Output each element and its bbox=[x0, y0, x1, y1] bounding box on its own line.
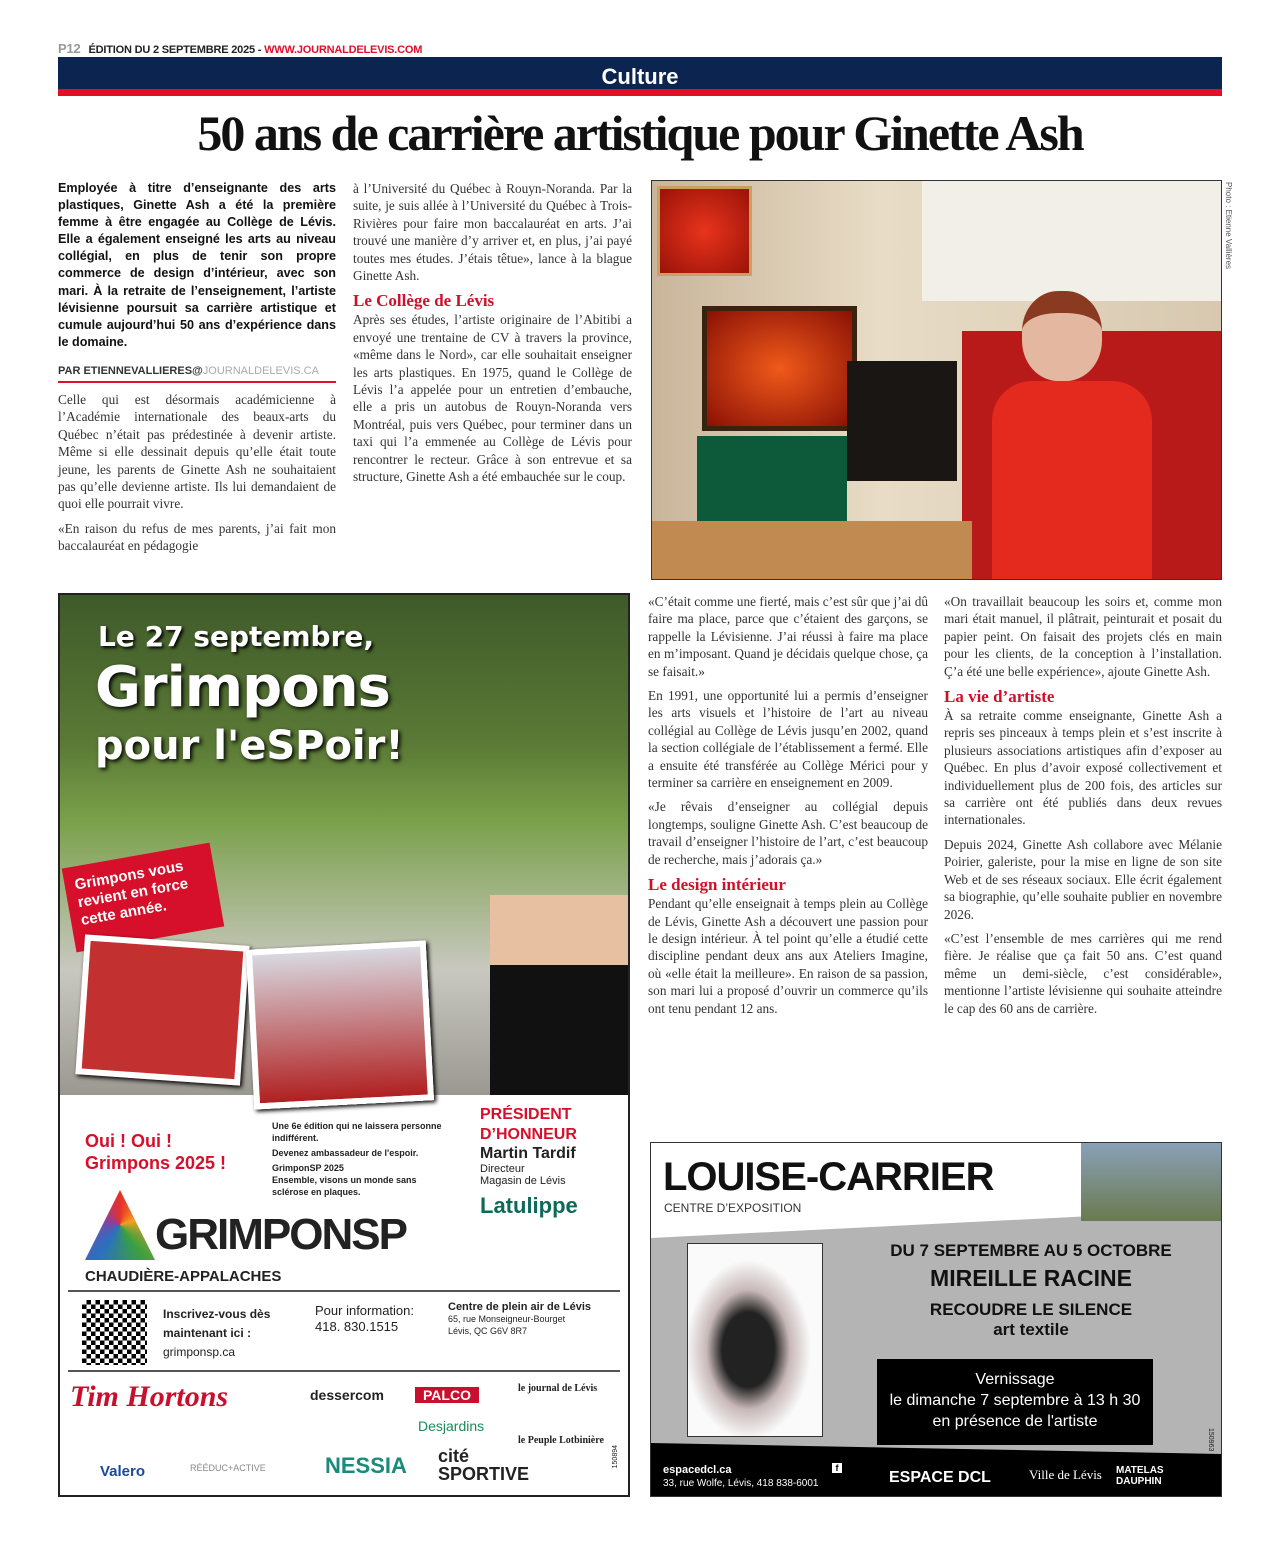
info-line: Une 6e édition qui ne laissera personne indifférent. bbox=[272, 1121, 442, 1143]
woman-dress bbox=[992, 381, 1152, 580]
info-line: GrimponSP 2025 bbox=[272, 1163, 344, 1173]
paragraph: «C’était comme une fierté, mais c’est sûr que j’ai dû faire ma place, parce que c’étaient des garçons, se rappelle la Lévisienne. J’ai réussi à faire ma place en m’imposant. Quand je décidais quelque chose, ça se faisait.» bbox=[648, 594, 928, 679]
ad-dates: DU 7 SEPTEMBRE AU 5 OCTOBRE bbox=[890, 1241, 1172, 1260]
paragraph: Pendant qu’elle enseignait à temps plein au Collège de Lévis, Ginette Ash a découvert une passion pour le design intérieur. À tel point qu’elle a étudié cette discipline pendant deux ans aux Ateliers Imagine, où «elle était la meilleure». En raison de sa passion, son mari lui a proposé d’ouvrir un commerce qu’ils ont tenu pendant 12 ans. bbox=[648, 896, 928, 1016]
page-header bbox=[58, 41, 422, 56]
ad-details bbox=[851, 1241, 1211, 1340]
vernissage-line: le dimanche 7 septembre à 13 h 30 bbox=[889, 1392, 1141, 1409]
ad-badge: Grimpons vous revient en force cette année. bbox=[62, 843, 224, 953]
president-role: Directeur bbox=[480, 1163, 525, 1175]
article-photo bbox=[651, 180, 1222, 580]
ad-artist: MIREILLE RACINE bbox=[930, 1265, 1132, 1291]
byline-domain: JOURNALDELEVIS.CA bbox=[202, 364, 319, 377]
sponsor-logo: cité SPORTIVE bbox=[438, 1446, 530, 1484]
president-block bbox=[480, 1105, 600, 1219]
paragraph: à l’Université du Québec à Rouyn-Noranda. Par la suite, je suis allée à l’Université du Québec à Trois-Rivières pour faire mon baccalauréat en arts. J’ai trouvé une manière d’y arriver et, en plus, j’ai payé toutes mes études. J’étais têtue», lance à la blague Ginette Ash. bbox=[353, 181, 632, 284]
grimponsp-logo: GRIMPONSP bbox=[155, 1210, 406, 1259]
sponsor-logo: le Peuple Lotbinière bbox=[518, 1435, 604, 1446]
ad-expo: RECOUDRE LE SILENCE bbox=[929, 1300, 1133, 1319]
ad-medium: art textile bbox=[993, 1320, 1069, 1339]
latulippe-logo: Latulippe bbox=[480, 1193, 578, 1218]
page-number: P12 bbox=[58, 41, 81, 56]
artwork-photo bbox=[687, 1243, 823, 1437]
window bbox=[922, 181, 1222, 301]
lead-paragraph: Employée à titre d’enseignante des arts plastiques, Ginette Ash a été la première femme à être engagée au Collège de Lévis. Elle a également enseigné les arts au niveau collégial, en plus de tenir son propre commerce de design d’intérieur, avec son mari. À la retraite de l’enseignement, l’artiste lévisienne poursuit sa carrière artistique et cumule aujourd’hui 50 ans d’expérience dans le domaine. bbox=[58, 181, 336, 349]
ad-title: Grimpons bbox=[95, 655, 390, 720]
ad-address: 33, rue Wolfe, Lévis, 418 838-6001 bbox=[663, 1478, 819, 1489]
ad-photo-small bbox=[246, 940, 434, 1109]
paragraph: «En raison du refus de mes parents, j’ai fait mon baccalauréat en pédagogie bbox=[58, 520, 336, 554]
register-link[interactable]: grimponsp.ca bbox=[163, 1345, 236, 1359]
paragraph: Depuis 2024, Ginette Ash collabore avec Mélanie Poirier, galeriste, pour la mise en ligne de son site Web et de ses réseaux sociaux. Elle écrit également sa biographie, qu’elle souhaite publier en novembre 2026. bbox=[944, 836, 1222, 922]
contact-block bbox=[315, 1303, 414, 1335]
sponsor-logo: dessercom bbox=[310, 1387, 384, 1403]
painting bbox=[657, 186, 752, 276]
ad-code: 150894 bbox=[612, 1445, 619, 1469]
byline bbox=[58, 365, 336, 383]
ad-contact bbox=[663, 1463, 818, 1491]
byline-author: PAR ETIENNEVALLIERES@ bbox=[58, 364, 203, 377]
contact-label: Pour information: bbox=[315, 1303, 414, 1318]
paragraph: À sa retraite comme enseignante, Ginette Ash a repris ses pinceaux à temps plein et s’est inscrite à plusieurs associations artistiques afin d’exposer au Québec. En plus d’avoir exposé collectivement et individuellement plus de 200 fois, des articles sur sa carrière ont été publiés dans deux revues internationales. bbox=[944, 708, 1222, 828]
contact-phone: 418. 830.1515 bbox=[315, 1319, 399, 1334]
paragraph: Celle qui est désormais académicienne à l’Académie internationale des beaux-arts du Québec n’était pas prédestinée à devenir artiste. Même si elle dessinait depuis qu’elle était toute jeune, les parents de Ginette Ash ne souhaitaient pas qu’elle devienne artiste. Ils lui demandaient de quoi elle pourrait vivre. bbox=[58, 391, 336, 512]
sponsor-logo: le journal de Lévis bbox=[518, 1383, 598, 1394]
qr-code[interactable] bbox=[82, 1300, 147, 1365]
ad-info bbox=[272, 1120, 452, 1198]
president-photo bbox=[490, 895, 628, 1095]
register-block bbox=[163, 1305, 303, 1362]
floor bbox=[652, 521, 972, 580]
president-store: Magasin de Lévis bbox=[480, 1175, 566, 1187]
sponsor-logo: RÉÉDUC+ACTIVE bbox=[190, 1463, 266, 1473]
ad-date: Le 27 septembre, bbox=[98, 620, 375, 653]
vernissage-box bbox=[877, 1359, 1153, 1445]
house-photo bbox=[1081, 1143, 1222, 1221]
headline: 50 ans de carrière artistique pour Ginette Ash bbox=[197, 105, 1083, 161]
subheading: La vie d’artiste bbox=[944, 687, 1055, 707]
ad-code: 150963 bbox=[1207, 1428, 1214, 1452]
subheading: Le Collège de Lévis bbox=[353, 291, 495, 311]
paragraph: En 1991, une opportunité lui a permis d’enseigner les arts visuels et l’histoire de l’art au niveau collégial au Collège de Lévis jusqu’en 2002, quand la section collégiale de l’établissement a fermé. Elle a ensuite été transférée au Collège Mérici pour y terminer sa carrière en enseignement en 2009. bbox=[648, 688, 928, 791]
vernissage-line: Vernissage bbox=[975, 1371, 1055, 1388]
subheading: Le design intérieur bbox=[648, 875, 786, 895]
divider bbox=[58, 89, 1222, 96]
slogan-line: Grimpons 2025 ! bbox=[85, 1153, 227, 1173]
sponsor-logo: ESPACE DCL bbox=[889, 1469, 991, 1486]
venue-address: 65, rue Monseigneur-Bourget bbox=[448, 1314, 566, 1324]
easel-painting bbox=[702, 306, 857, 431]
paragraph: «On travaillait beaucoup les soirs et, comme mon mari était manuel, il plâtrait, peinturait et posait du papier peint. On faisait des projets clés en main pour les clients, de la conception à l’installation. Ç’a été une belle expérience», ajoute Ginette Ash. bbox=[944, 594, 1222, 679]
column-1 bbox=[58, 180, 336, 562]
president-name: Martin Tardif bbox=[480, 1145, 576, 1162]
paragraph: «Je rêvais d’enseigner au collégial depuis longtemps, souligne Ginette Ash. C’est beaucoup de travail d’enseigner l’histoire de l’art, c’est beaucoup de recherche, mais j’adorais ça.» bbox=[648, 799, 928, 867]
ad-subtitle: pour l'eSPoir! bbox=[95, 723, 404, 769]
vernissage-line: en présence de l'artiste bbox=[932, 1413, 1098, 1430]
sponsor-logo: Ville de Lévis bbox=[1029, 1467, 1102, 1482]
sponsor-logo: Desjardins bbox=[418, 1418, 485, 1434]
ad-region: CHAUDIÈRE-APPALACHES bbox=[85, 1268, 282, 1285]
woman-head bbox=[1022, 291, 1102, 381]
sponsor-logo: PALCO bbox=[415, 1387, 479, 1403]
paragraph: «C’est l’ensemble de mes carrières qui me rend fière. Je réalise que ça fait 50 ans. C’est quand même un demi-siècle, c’est considérable», mentionne l’artiste lévisienne qui souhaite atteindre le cap des 60 ans de carrière. bbox=[944, 930, 1222, 1016]
edition-date: ÉDITION DU 2 SEPTEMBRE 2025 - bbox=[88, 44, 262, 56]
louise-carrier-ad[interactable] bbox=[650, 1142, 1222, 1497]
register-text: Inscrivez-vous dès maintenant ici : bbox=[163, 1307, 271, 1340]
paragraph: Après ses études, l’artiste originaire de l’Abitibi a envoyé une trentaine de CV à travers la province, «même dans le Nord», car elle souhaitait enseigner les arts plastiques. En 1975, quand le Collège de Lévis l’a appelée pour un entretien d’embauche, elle a pris un autobus de Rouyn-Noranda vers Montréal, puis vers Québec, pour terminer dans un taxi qui l’a emmenée au Collège de Lévis pour rencontrer le recteur. Grâce à son entrevue et sa structure, Ginette Ash a été embauchée sur le coup. bbox=[353, 312, 632, 485]
cabinet bbox=[847, 361, 957, 481]
info-line: Ensemble, visons un monde sans sclérose en plaques. bbox=[272, 1175, 417, 1197]
ad-photo-small bbox=[75, 934, 249, 1085]
venue-address: Lévis, QC G6V 8R7 bbox=[448, 1326, 528, 1336]
photo-credit: Photo : Etienne Vallières bbox=[1224, 182, 1233, 270]
slogan-line: Oui ! Oui ! bbox=[85, 1131, 172, 1151]
column-3 bbox=[648, 593, 928, 1024]
divider bbox=[68, 1290, 620, 1292]
sponsor-logo: MATELAS DAUPHIN bbox=[1116, 1465, 1164, 1487]
sponsor-logo: NESSIA bbox=[325, 1453, 407, 1478]
venue-name: Centre de plein air de Lévis bbox=[448, 1301, 592, 1313]
column-4 bbox=[944, 593, 1222, 1024]
grimponsp-logo-icon bbox=[85, 1190, 155, 1260]
ad-title: LOUISE-CARRIER bbox=[663, 1155, 994, 1199]
section-band bbox=[58, 57, 1222, 89]
ad-site-link[interactable]: espacedcl.ca bbox=[663, 1464, 732, 1476]
column-2 bbox=[353, 180, 632, 493]
sponsor-logo: Valero bbox=[100, 1463, 146, 1480]
ad-slogan bbox=[85, 1130, 226, 1174]
site-link[interactable]: WWW.JOURNALDELEVIS.COM bbox=[264, 44, 423, 56]
ad-subtitle: CENTRE D’EXPOSITION bbox=[664, 1201, 802, 1215]
president-label: PRÉSIDENT D’HONNEUR bbox=[480, 1106, 577, 1143]
venue-block bbox=[448, 1301, 591, 1337]
facebook-icon[interactable]: f bbox=[832, 1463, 842, 1473]
grimpons-ad[interactable] bbox=[58, 593, 630, 1497]
divider bbox=[68, 1370, 620, 1372]
sponsor-logo: Tim Hortons bbox=[70, 1380, 229, 1413]
info-line: Devenez ambassadeur de l'espoir. bbox=[272, 1148, 419, 1158]
section-title: Culture bbox=[601, 64, 679, 89]
